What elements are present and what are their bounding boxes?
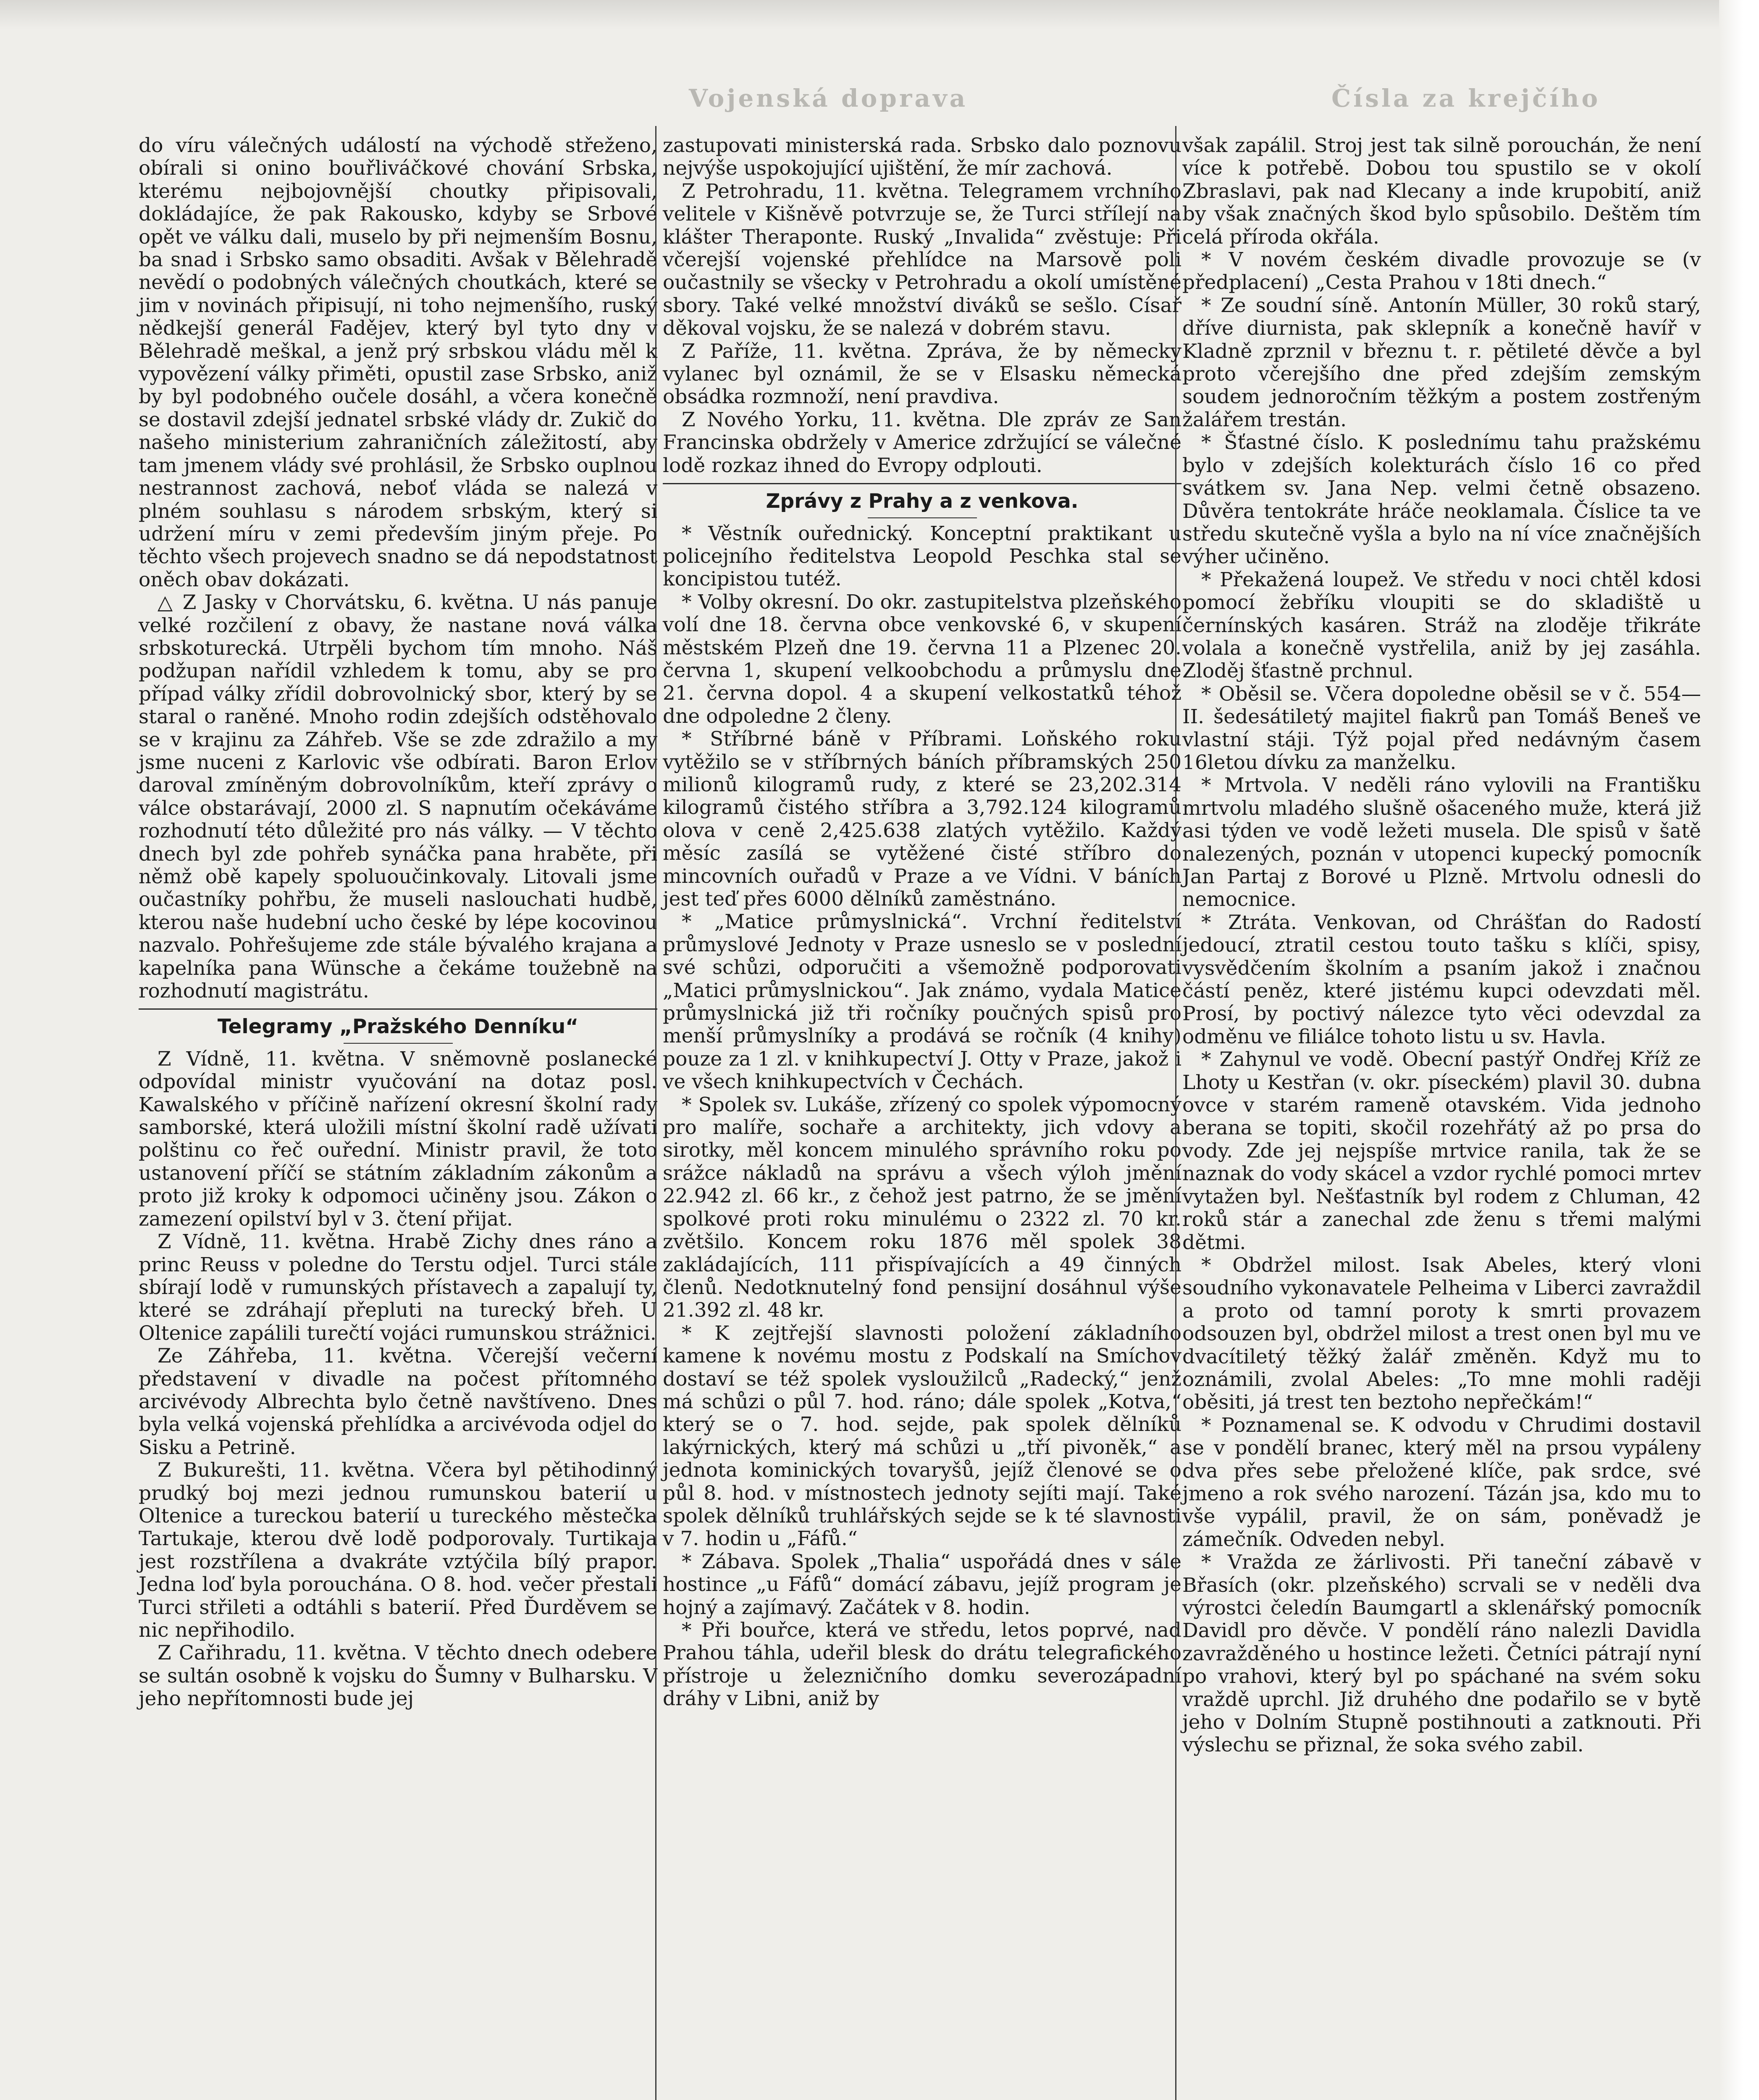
article-paragraph: Z Vídně, 11. května. V sněmovně poslanecké odpovídal ministr vyučování na dotaz posl. Kawalského v příčině nařízení okresní školní rady samborské, která uložili místní školní radě užívati polštinu co řeč ouřední. Ministr pravil, že toto ustanovení příčí se státním základním zákonům a proto již kroky k odpomoci učiněny jsou. Zákon o zamezení opilství byl v 3. čtení přijat. [139, 1047, 657, 1231]
article-paragraph: * Stříbrné báně v Příbrami. Loňského roku vytěžilo se v stříbrných báních příbramských 250 milionů kilogramů rudy, z které se 23,202.314 kilogramů čistého stříbra a 3,792.124 kilogramů olova v ceně 2,425.638 zlatých vytěžilo. Každý měsíc zasílá se vytěžené čisté stříbro do mincovních ouřadů v Praze a ve Vídni. V báních jest teď přes 6000 dělníků zaměstnáno. [663, 727, 1181, 911]
section-divider [139, 1008, 657, 1010]
article-paragraph: * Šťastné číslo. K poslednímu tahu pražskému bylo v zdejších kolekturách číslo 16 co před svátkem sv. Jana Nep. velmi četně obsazeno. Důvěra tentokráte hráče neoklamala. Číslice ta ve středu skutečně vyšla a bylo na ní více značnějších výher učiněno. [1182, 431, 1701, 569]
article-paragraph: Ze Záhřeba, 11. května. Včerejší večerní představení v divadle na počest přítomného arcivévody Albrechta bylo četně navštíveno. Dnes byla velká vojenská přehlídka a arcivévoda odjel do Sisku a Petrině. [139, 1344, 657, 1459]
article-paragraph: * V novém českém divadle provozuje se (v předplacení) „Cesta Prahou v 18ti dnech.“ [1182, 248, 1701, 294]
article-paragraph: zastupovati ministerská rada. Srbsko dalo poznovu nejvýše uspokojující ujištění, že mír zachová. [663, 134, 1181, 180]
article-paragraph: * Věstník ouřednický. Konceptní praktikant u policejního ředitelstva Leopold Peschka stal se koncipistou tutéž. [663, 522, 1181, 591]
section-heading: Zprávy z Prahy a z venkova. [766, 490, 1079, 513]
article-paragraph: * Volby okresní. Do okr. zastupitelstva plzeňského volí dne 18. června obce venkovské 6, v skupení městském Plzeň dne 19. června 11 a Plzenec 20. června 1, skupení velkoobchodu a průmyslu dne 21. června dopol. 4 a skupení velkostatků téhož dne odpoledne 2 členy. [663, 590, 1181, 728]
article-paragraph: * Spolek sv. Lukáše, zřízený co spolek výpomocný pro malíře, sochaře a architekty, jich vdovy a sirotky, měl koncem minulého správního roku po srážce nákladů na správu a všech výloh jmění 22.942 zl. 66 kr., z čehož jest patrno, že se jmění spolkové proti roku minulému o 2322 zl. 70 kr. zvětšilo. Koncem roku 1876 měl spolek 38 zakládajících, 111 přispívajících a 49 činných členů. Nedotknutelný fond pensijní dosáhnul výše 21.392 zl. 48 kr. [663, 1093, 1181, 1322]
article-paragraph: Z Petrohradu, 11. května. Telegramem vrchního velitele v Kišněvě potvrzuje se, že Turci střílejí na klášter Theraponte. Ruský „Invalida“ zvěstuje: Při včerejší vojenské přehlídce na Marsově poli oučastnily se všecky v Petrohradu a okolí umístěné sbory. Také velké množství diváků se sešlo. Císař děkoval vojsku, že se nalezá v dobrém stavu. [663, 179, 1181, 340]
article-paragraph: * Při bouřce, která ve středu, letos poprvé, nad Prahou táhla, udeřil blesk do drátu telegrafického přístroje u železničního domku severozápadní dráhy v Libni, aniž by [663, 1619, 1181, 1711]
article-paragraph: * Zahynul ve vodě. Obecní pastýř Ondřej Kříž ze Lhoty u Kestřan (v. okr. píseckém) plavil 30. dubna ovce v starém rameně otavském. Vida jednoho berana se topiti, skočil rozehřátý až po prsa do vody. Zde jej nejspíše mrtvice ranila, tak že se naznak do vody skácel a vzdor rychlé pomoci mrtev vytažen byl. Nešťastník byl rodem z Chluman, 42 roků stár a zanechal zde ženu s třemi malými dětmi. [1182, 1048, 1701, 1254]
section-heading: Telegramy „Pražského Denníku“ [217, 1015, 579, 1039]
column-1 [139, 134, 657, 1711]
article-paragraph: Z Vídně, 11. května. Hrabě Zichy dnes ráno a princ Reuss v poledne do Terstu odjel. Turci stále sbírají lodě v rumunských přístavech a zapalují ty, které se zdráhají přepluti na turecký břeh. U Oltenice zapálili turečtí vojáci rumunskou strážnici. [139, 1230, 657, 1345]
article-paragraph: do víru válečných událostí na východě střeženo, obírali si onino bouřliváčkové chování Srbska, kterému nejbojovnější choutky připisovali, dokládajíce, že pak Rakousko, kdyby se Srbové opět ve válku dali, muselo by při nejmenším Bosnu, ba snad i Srbsko samo obsaditi. Avšak v Bělehradě nevědí o podobných válečných choutkách, které se jim v novinách připisují, ni toho nejmenšího, ruský nědkejší generál Fadějev, který byl tyto dny v Bělehradě meškal, a jenž prý srbskou vládu měl k vypovězení války přiměti, opustil zase Srbsko, aniž by byl podobného oučele dosáhl, a včera konečně se dostavil zdejší jednatel srbské vlády dr. Zukič do našeho ministerium zahraničních záležitostí, aby tam jmenem vlády své prohlásil, že Srbsko ouplnou nestrannost zachová, neboť vláda se nalezá v plném souhlasu s národem srbským, který si udržení míru v zemi především jiným přeje. Po těchto všech projevech snadno se dá nepodstatnost oněch obav dokázati. [139, 134, 657, 591]
article-paragraph: * Překažená loupež. Ve středu v noci chtěl kdosi pomocí žebříku vloupiti se do skladiště u černínských kasáren. Stráž na zloděje třikráte volala a konečně vystřelila, aniž by jej zasáhla. Zloděj šťastně prchnul. [1182, 568, 1701, 683]
article-paragraph: Z Cařihradu, 11. května. V těchto dnech odebere se sultán osobně k vojsku do Šumny v Bulharsku. V jeho nepřítomnosti bude jej [139, 1641, 657, 1711]
article-paragraph: △ Z Jasky v Chorvátsku, 6. května. U nás panuje velké rozčilení z obavy, že nastane nová válka srbskoturecká. Utrpěli bychom tím mnoho. Náš podžupan nařídil vzhledem k tomu, aby se pro případ války zřídil dobrovolnický sbor, který by se staral o raněné. Mnoho rodin zdejších odstěhovalo se v krajinu za Záhřeb. Vše se zde zdražilo a my jsme nuceni z Karlovic vše odbírati. Baron Erlov daroval zmíněným dobrovolníkům, kteří zprávy o válce obstarávají, 2000 zl. S napnutím očekáváme rozhodnutí této důležité pro nás války. — V těchto dnech byl zde pohřeb synáčka pana hraběte, při němž obě kapely spoluoučinkovaly. Litovali jsme oučastníky pohřbu, že museli naslouchati hudbě, kterou naše hudební ucho české by lépe kocovinou nazvalo. Pohřešujeme zde stále bývalého krajana a kapelníka pana Wünsche a čekáme toužebně na rozhodnutí magistrátu. [139, 591, 657, 1003]
article-paragraph: * Ztráta. Venkovan, od Chrášťan do Radostí jedoucí, ztratil cestou touto tašku s klíči, spisy, vysvědčením školním a psaním jakož i značnou částí peněz, které jistému kupci odevzdati měl. Prosí, by poctivý nálezce tyto věci odevzdal za odměnu ve filiálce tohoto listu u sv. Havla. [1182, 911, 1701, 1048]
article-paragraph: * Ze soudní síně. Antonín Müller, 30 roků starý, dříve diurnista, pak sklepník a konečně havíř v Kladně zprznil v březnu t. r. pětileté děvče a byl proto včerejšího dne před zdejším zemským soudem jednoročním těžkým a postem zostřeným žalářem trestán. [1182, 294, 1701, 431]
article-paragraph: * „Matice průmyslnická“. Vrchní ředitelství průmyslové Jednoty v Praze usneslo se v poslední své schůzi, odporučiti a všemožně podporovati „Matici průmyslnickou“. Jak známo, vydala Matice průmyslnická již tři ročníky poučných spisů pro menší průmyslníky a prodává se ročník (4 knihy) pouze za 1 zl. v knihkupectví J. Otty v Praze, jakož i ve všech knihkupectvích v Čechách. [663, 910, 1181, 1094]
article-paragraph: Z Nového Yorku, 11. května. Dle zpráv ze San Francinska obdržely v Americe zdržující se válečné lodě rozkaz ihned do Evropy odplouti. [663, 408, 1181, 477]
article-paragraph: * Zábava. Spolek „Thalia“ uspořádá dnes v sále hostince „u Fáfů“ domácí zábavu, jejíž program je hojný a zajímavý. Začátek v 8. hodin. [663, 1550, 1181, 1619]
article-paragraph: však zapálil. Stroj jest tak silně porouchán, že není více k potřebě. Dobou tou spustilo se v okolí Zbraslavi, pak nad Klecany a inde krupobití, aniž by však značných škod bylo spůsobilo. Deštěm tím celá příroda okřála. [1182, 134, 1701, 249]
heading-underline [868, 517, 977, 518]
heading-underline [344, 1043, 453, 1044]
article-paragraph: * Vražda ze žárlivosti. Při taneční zábavě v Břasích (okr. plzeňského) scrvali se v neděli dva výrostci čeledín Baumgartl a sklenářský pomocník Davidl pro děvče. V pondělí ráno nalezli Davidla zavražděného u hostince ležeti. Četníci pátrají nyní po vrahovi, který byl po spáchané na svém soku vraždě uprchl. Již druhého dne podařilo se v bytě jeho v Dolním Stupně postihnouti a zatknouti. Při výslechu se přiznal, že soka svého zabil. [1182, 1551, 1701, 1757]
article-paragraph: * Poznamenal se. K odvodu v Chrudimi dostavil se v pondělí branec, který měl na prsou vypáleny dva přes sebe přeložené klíče, pak srdce, své jmeno a rok svého narození. Tázán jsa, kdo mu to vše vypálil, pravil, že on sám, poněvadž je zámečník. Odveden nebyl. [1182, 1413, 1701, 1551]
article-paragraph: * Oběsil se. Včera dopoledne oběsil se v č. 554—II. šedesátiletý majitel fiakrů pan Tomáš Beneš ve vlastní stáji. Týž pojal před nedávným časem 16letou dívku za manželku. [1182, 682, 1701, 774]
article-paragraph: * Obdržel milost. Isak Abeles, který vloni soudního vykonavatele Pelheima v Liberci zavraždil a proto od tamní poroty k smrti provazem odsouzen byl, obdržel milost a trest onen byl mu ve dvacítiletý těžký žalář změněn. Když mu to oznámili, zvolal Abeles: „To mne mohli raději oběsiti, já trest ten beztoho nepřečkám!“ [1182, 1253, 1701, 1414]
column-2 [663, 134, 1181, 1711]
section-divider [663, 483, 1181, 484]
article-paragraph: Z Paříže, 11. května. Zpráva, že by německy vylanec byl oznámil, že se v Elsasku německá obsádka rozmnoží, není pravdiva. [663, 339, 1181, 409]
scan-edge-top [0, 0, 1759, 29]
article-paragraph: * Mrtvola. V neděli ráno vylovili na Františku mrtvolu mladého slušně ošaceného muže, která již asi týden ve vodě ležeti musela. Dle spisů v šatě nalezených, poznán v utopenci kupecký pomocník Jan Partaj z Borové u Plzně. Mrtvolu odnesli do nemocnice. [1182, 774, 1701, 911]
bleed-through-text: Vojenská doprava [689, 84, 968, 113]
scan-edge-right [1719, 0, 1759, 2100]
bleed-through-text: Čísla za krejčího [1331, 84, 1601, 113]
article-paragraph: Z Bukurešti, 11. května. Včera byl pětihodinný prudký boj mezi jednou rumunskou baterií u Oltenice a tureckou baterií u tureckého městečka Tartukaje, kterou dvě lodě podporovaly. Turtikaja jest rozstřílena a dvakráte vztýčila bílý prapor. Jedna loď byla porouchána. O 8. hod. večer přestali Turci střileti a odtáhli s baterií. Před Ďurděvem se nic nepřihodilo. [139, 1459, 657, 1642]
column-3 [1182, 134, 1701, 1757]
article-paragraph: * K zejtřejší slavnosti položení základního kamene k novému mostu z Podskalí na Smíchov dostaví se též spolek vysloužilců „Radecký,“ jenž má schůzi o půl 7. hod. ráno; dále spolek „Kotva,“ který se o 7. hod. sejde, pak spolek dělníků lakýrnických, který má schůzi u „tří pivoněk,“ a jednota kominických tovaryšů, jejíž členové se o půl 8. hod. v místnostech jednoty sejíti mají. Také spolek dělníků truhlářských sejde se k té slavnosti v 7. hodin u „Fáfů.“ [663, 1321, 1181, 1551]
